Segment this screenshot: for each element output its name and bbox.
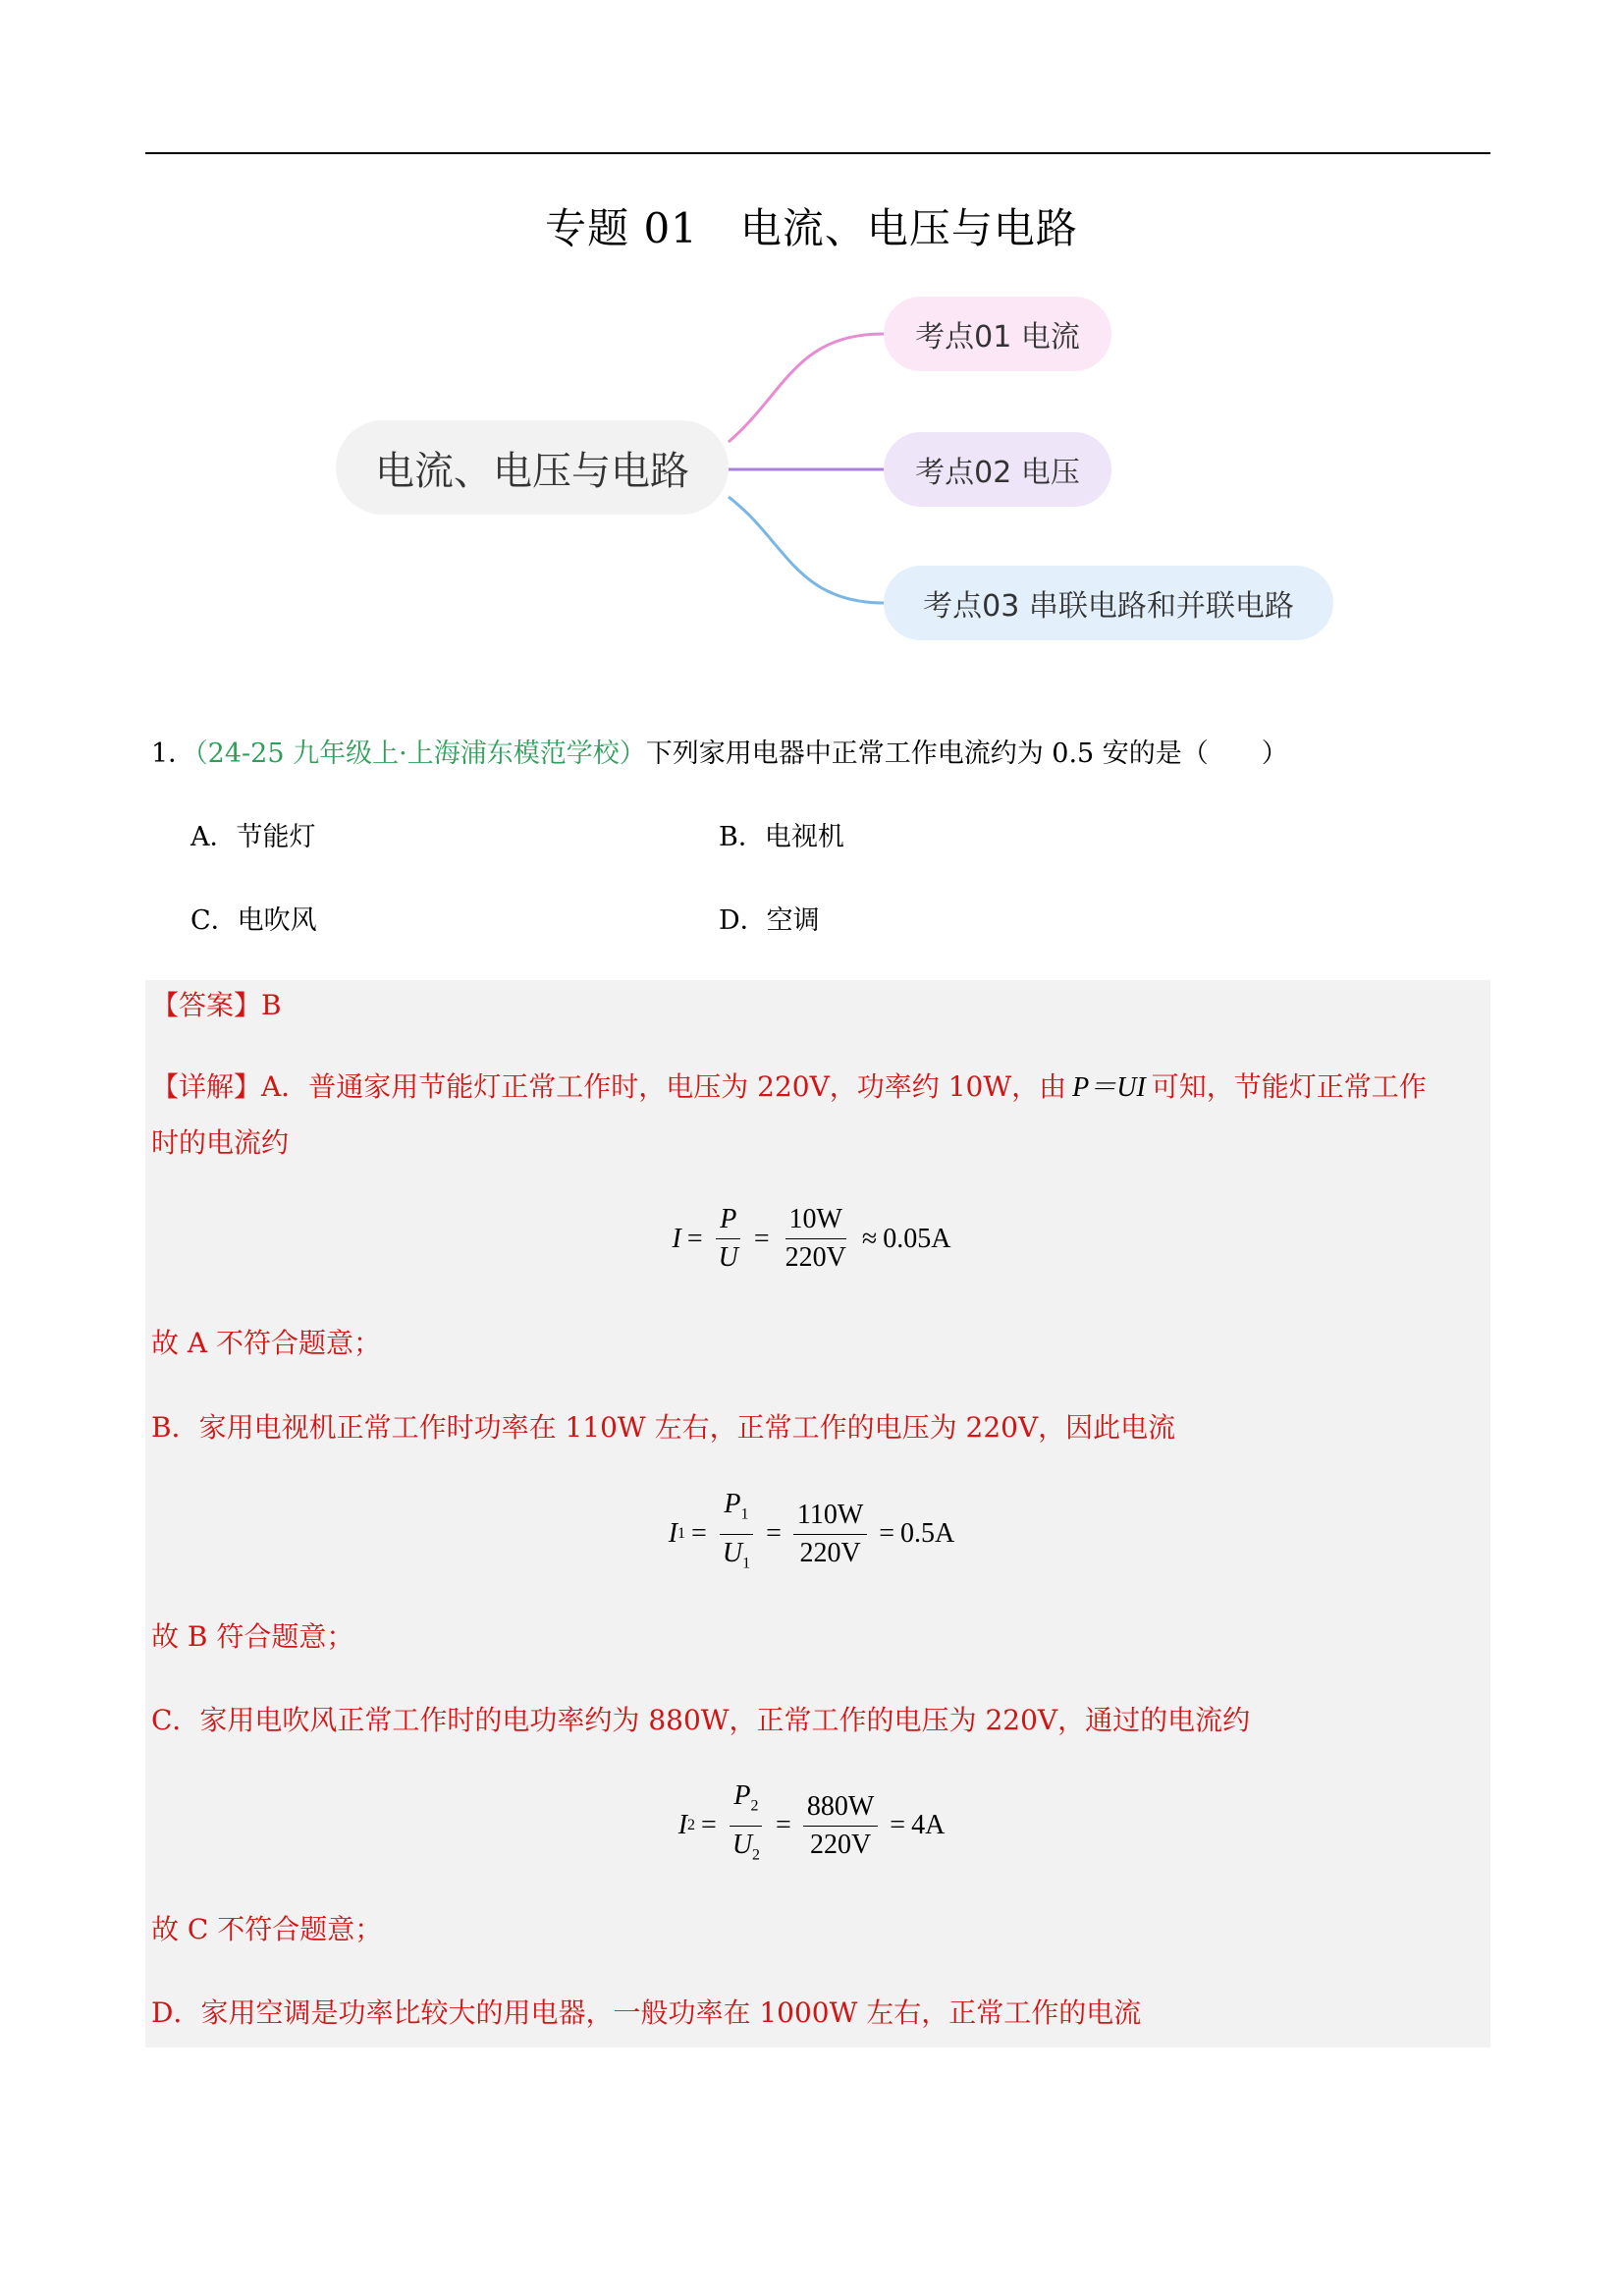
formula-b-frac1 [719,1488,754,1580]
mind-map-node-current: 考点01 电流 [884,297,1111,371]
mind-map-node-voltage: 考点02 电压 [884,432,1111,507]
formula-b-result: 0.5A [900,1518,955,1550]
option-d: D．空调 [719,905,820,936]
page-title: 专题 01 电流、电压与电路 [545,204,1078,252]
formula-a-num1: P [716,1203,740,1239]
formula-c-lhs-sub: 2 [687,1817,696,1834]
formula-a-den2: 220V [784,1242,846,1273]
formula-c-frac1 [729,1779,764,1872]
formula-c-eq: = [701,1810,717,1841]
formula-b-frac2 [793,1499,867,1570]
formula-c-num1-sub: 2 [750,1797,759,1815]
formula-c-num1: P [733,1780,751,1811]
header-rule [145,152,1490,154]
question-stem [151,732,1288,770]
formula-b-num2: 110W [793,1499,867,1535]
detail-a-line-2: 时的电流约 [151,1126,290,1159]
formula-a-den1: U [718,1242,738,1273]
detail-d-line: D．家用空调是功率比较大的用电器，一般功率在 1000W 左右，正常工作的电流 [151,1996,1142,2029]
option-a: A．节能灯 [190,822,316,852]
formula-c-num2: 880W [803,1790,878,1827]
option-c: C．电吹风 [190,905,317,936]
answer-label: 【答案】 [151,989,262,1021]
question-text: 下列家用电器中正常工作电流约为 0.5 安的是（ ） [645,738,1288,769]
formula-c-lhs: I [677,1810,688,1841]
detail-a-text-2: 可知，节能灯正常工作 [1151,1070,1427,1103]
mind-map-node-circuits: 考点03 串联电路和并联电路 [884,566,1333,640]
answer-line [151,984,282,1023]
detail-a-line [151,1066,1427,1105]
mind-map [324,285,1345,658]
detail-a-text: A．普通家用节能灯正常工作时，电压为 220V，功率约 10W，由 [261,1070,1067,1103]
conclusion-c: 故 C 不符合题意； [151,1913,383,1945]
mind-map-root: 电流、电压与电路 [336,420,729,515]
formula-a-frac1 [715,1203,742,1275]
formula-c-eq2: = [776,1810,791,1841]
formula-a-lhs: I [672,1223,681,1254]
formula-c-eq3: = [890,1810,906,1841]
formula-a-result: 0.05A [883,1223,951,1254]
connector-pink [729,334,884,442]
formula-b-den2: 220V [799,1537,861,1568]
option-b: B．电视机 [719,822,844,852]
formula-c-den1: U [731,1829,753,1860]
formula-b-eq3: = [879,1518,895,1550]
formula-a [0,1203,1623,1275]
question-number: 1． [151,738,195,769]
conclusion-b: 故 B 符合题意； [151,1620,354,1653]
formula-b-eq2: = [766,1518,782,1550]
formula-c-frac2 [803,1790,878,1862]
formula-b-num1: P [724,1489,741,1519]
formula-c-den2: 220V [809,1829,872,1860]
formula-a-eq: = [686,1223,703,1254]
formula-a-approx: ≈ [861,1223,878,1254]
detail-c-line: C．家用电吹风正常工作时的电功率约为 880W，正常工作的电压为 220V，通过的电流约 [151,1704,1251,1736]
connector-blue [729,497,884,603]
question-source: （24-25 九年级上·上海浦东模范学校） [194,738,646,769]
conclusion-a: 故 A 不符合题意； [151,1327,382,1359]
detail-a-formula: P＝UI [1072,1072,1146,1103]
formula-b-eq: = [691,1518,707,1550]
detail-label: 【详解】 [151,1070,262,1103]
formula-a-frac2 [782,1203,850,1275]
formula-b-den1: U [722,1537,743,1568]
formula-b-den1-sub: 1 [742,1555,751,1572]
detail-b-line: B．家用电视机正常工作时功率在 110W 左右，正常工作的电压为 220V，因此电流 [151,1411,1176,1444]
formula-b-num1-sub: 1 [740,1505,749,1523]
formula-b-lhs-sub: 1 [677,1525,686,1543]
formula-a-eq2: = [753,1223,770,1254]
formula-c-result: 4A [911,1810,946,1841]
formula-c [0,1779,1623,1872]
formula-c-den1-sub: 2 [752,1846,761,1864]
formula-b-lhs: I [668,1518,678,1550]
answer-value: B [261,989,282,1021]
formula-b [0,1488,1623,1580]
formula-a-num2: 10W [785,1203,846,1239]
